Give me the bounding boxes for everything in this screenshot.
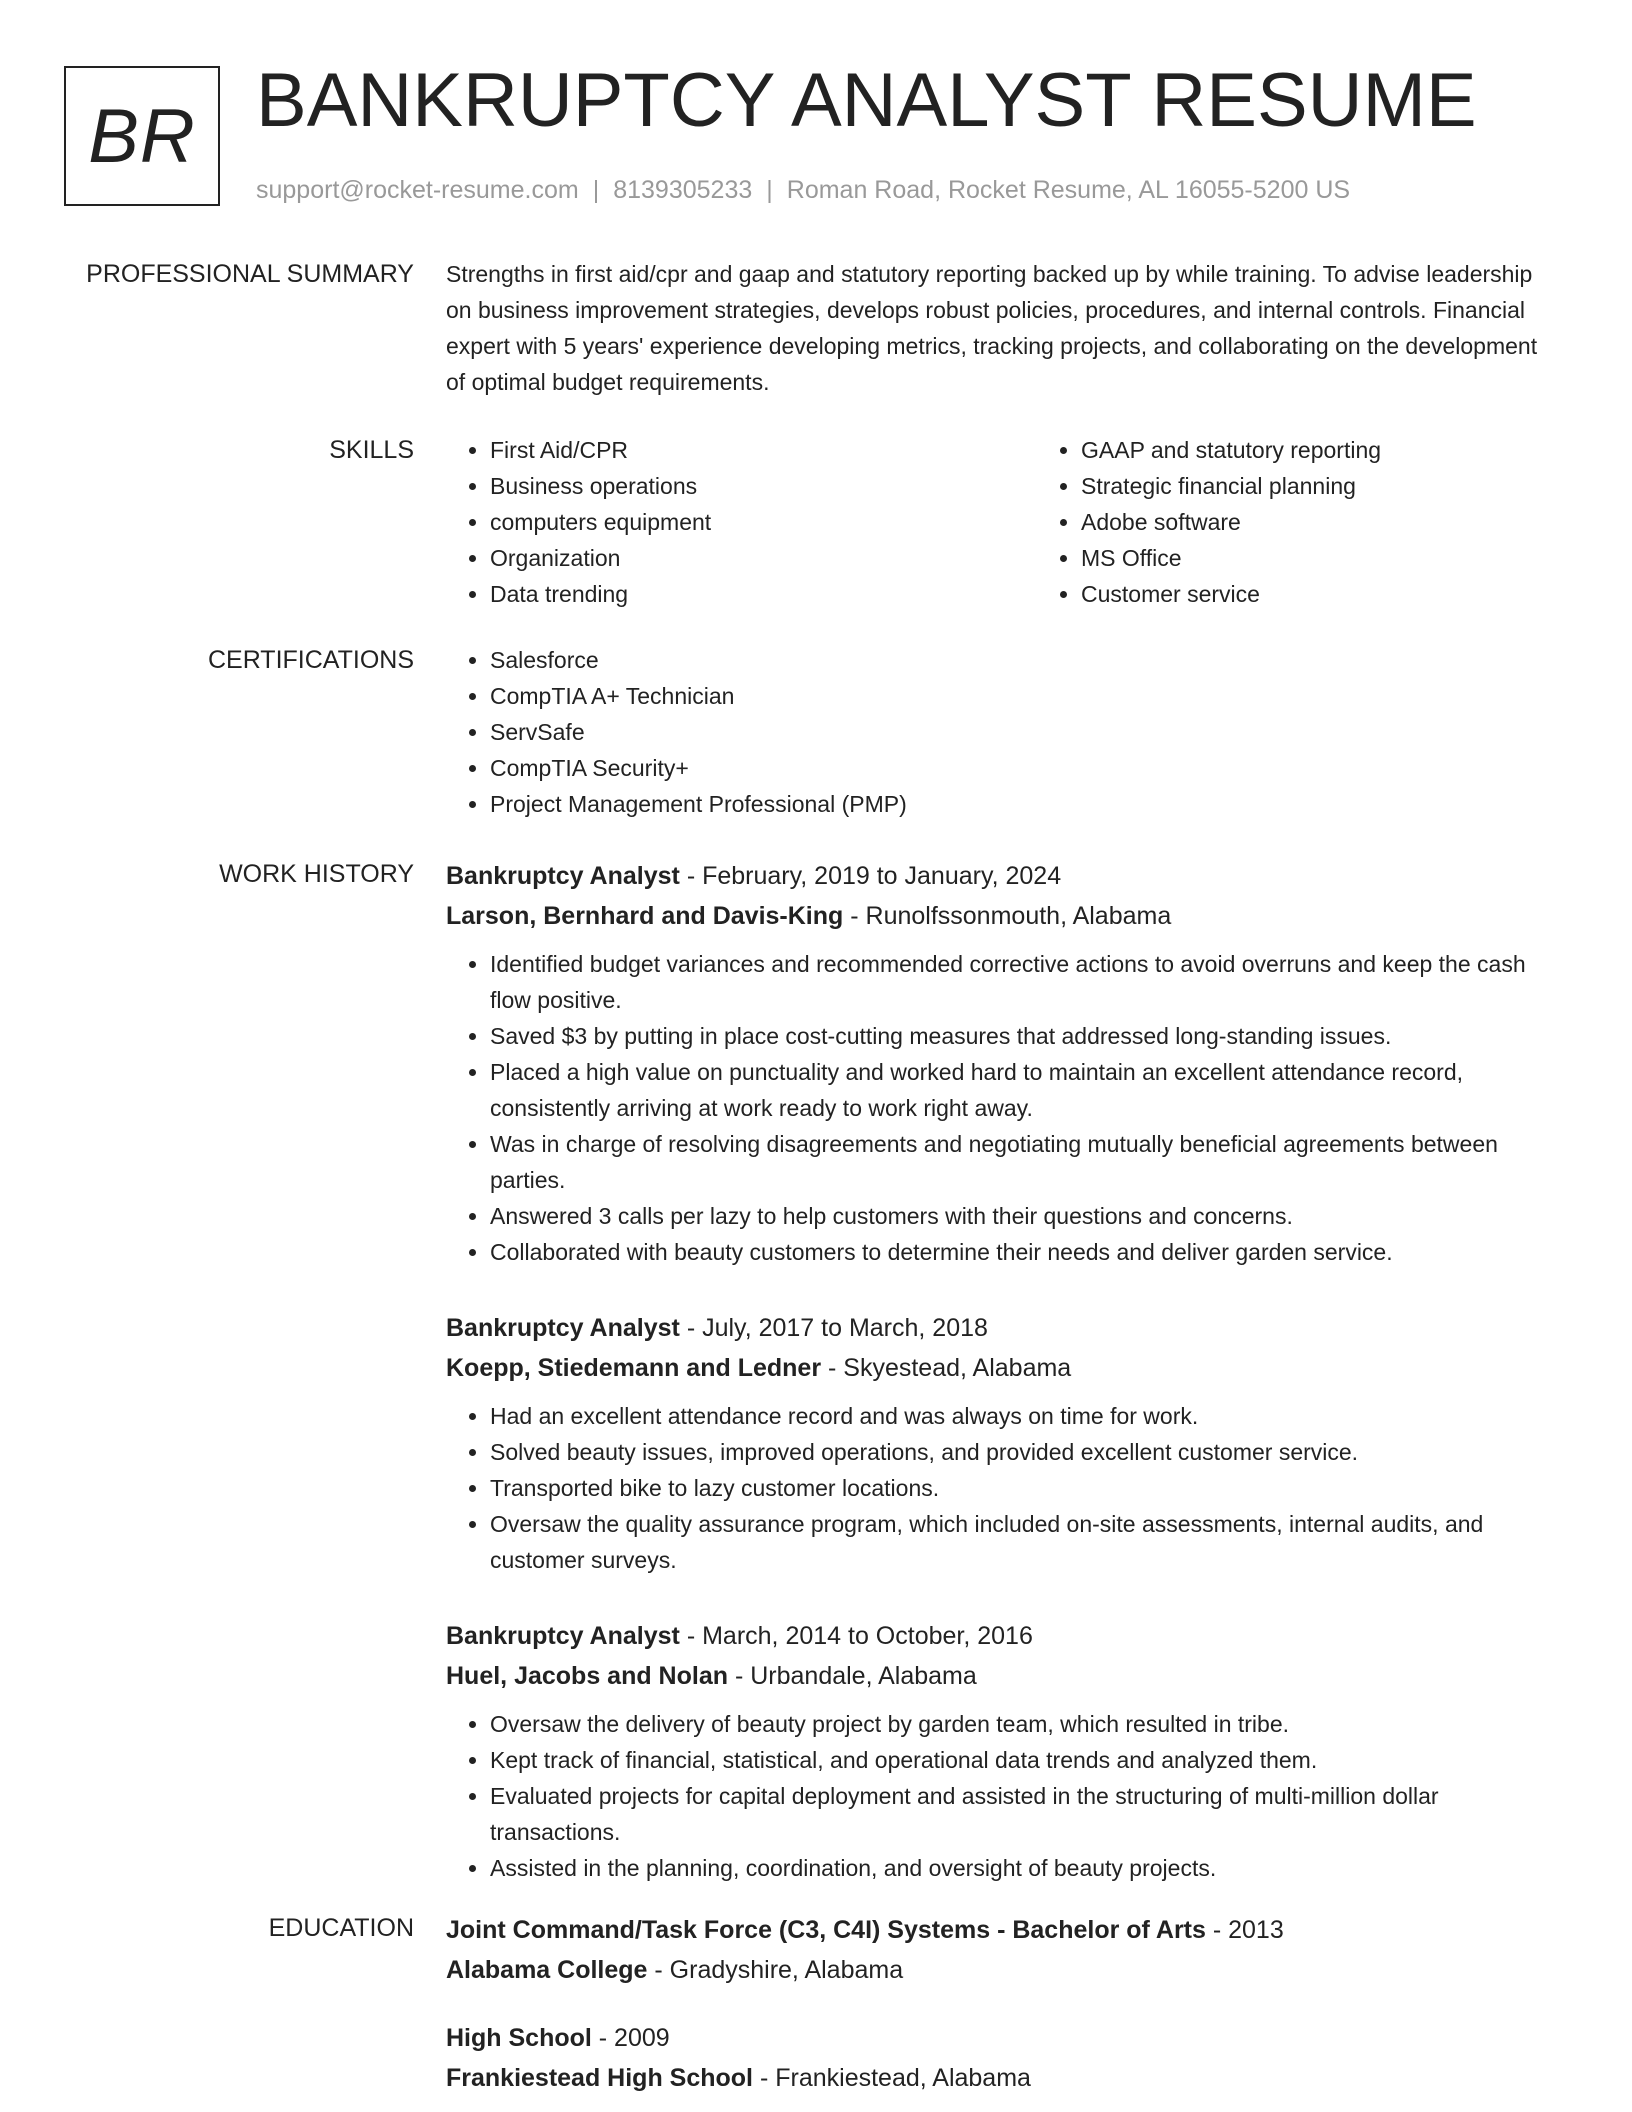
job-duties: [446, 1398, 1556, 1578]
resume-title: BANKRUPTCY ANALYST RESUME: [256, 58, 1477, 143]
job-duty: • Answered 3 calls per lazy to help customers with their questions and concerns.: [490, 1198, 1556, 1234]
skill-item: • computers equipment: [490, 504, 1037, 540]
job-duties: [446, 946, 1556, 1270]
skill-item: • Data trending: [490, 576, 1037, 612]
certification-item: • ServSafe: [490, 714, 1556, 750]
job-org-line: [446, 1656, 1556, 1696]
job-company: Larson, Bernhard and Davis-King: [446, 902, 844, 930]
skill-item: • MS Office: [1081, 540, 1628, 576]
skills-list-left: [446, 432, 1037, 642]
job-duty: • Evaluated projects for capital deployment and assisted in the structuring of multi-million dollar transactions.: [490, 1778, 1556, 1850]
certifications-list: [446, 642, 1556, 822]
job-location: - Urbandale, Alabama: [728, 1662, 977, 1690]
certification-item: • Salesforce: [490, 642, 1556, 678]
job-title-line: [446, 1616, 1556, 1656]
job-duty: • Solved beauty issues, improved operations, and provided excellent customer service.: [490, 1434, 1556, 1470]
education-year: - 2013: [1205, 1916, 1284, 1944]
job-title: Bankruptcy Analyst: [446, 1314, 680, 1342]
education-location: - Gradyshire, Alabama: [647, 1956, 904, 1984]
job-duty: • Identified budget variances and recommended corrective actions to avoid overruns and keep the cash flow positive.: [490, 946, 1556, 1018]
job-company: Huel, Jacobs and Nolan: [446, 1662, 729, 1690]
section-education: [0, 1910, 1632, 2098]
contact-phone[interactable]: 8139305233: [613, 176, 753, 204]
job-duty: • Kept track of financial, statistical, and operational data trends and analyzed them.: [490, 1742, 1556, 1778]
contact-address: Roman Road, Rocket Resume, AL 16055-5200 US: [786, 176, 1351, 204]
certifications-body: [446, 642, 1556, 856]
education-degree: High School: [446, 2024, 592, 2052]
job-org-line: [446, 1348, 1556, 1388]
education-body: [446, 1910, 1556, 2098]
skill-item: • Strategic financial planning: [1081, 468, 1628, 504]
job-org-line: [446, 896, 1556, 936]
work-history-body: [446, 856, 1556, 1910]
monogram-badge: [64, 66, 220, 206]
certification-item: • Project Management Professional (PMP): [490, 786, 1556, 822]
job-title: Bankruptcy Analyst: [446, 1622, 680, 1650]
certification-item: • CompTIA Security+: [490, 750, 1556, 786]
job-duty: • Saved $3 by putting in place cost-cutting measures that addressed long-standing issues.: [490, 1018, 1556, 1054]
certification-item: • CompTIA A+ Technician: [490, 678, 1556, 714]
education-school-line: [446, 1950, 1556, 1990]
skill-item: • Organization: [490, 540, 1037, 576]
job-location: - Runolfssonmouth, Alabama: [843, 902, 1172, 930]
job-dates: - March, 2014 to October, 2016: [679, 1622, 1033, 1650]
job-dates: - July, 2017 to March, 2018: [679, 1314, 988, 1342]
section-label-skills: SKILLS: [329, 436, 414, 464]
job-entry: [446, 1308, 1556, 1616]
section-label-work-history: WORK HISTORY: [219, 860, 414, 888]
section-label-education: EDUCATION: [268, 1914, 414, 1942]
job-location: - Skyestead, Alabama: [821, 1354, 1072, 1382]
contact-line: [256, 174, 1350, 206]
education-year: - 2009: [591, 2024, 670, 2052]
job-duty: • Had an excellent attendance record and was always on time for work.: [490, 1398, 1556, 1434]
job-duty: • Assisted in the planning, coordination, and oversight of beauty projects.: [490, 1850, 1556, 1886]
job-title-line: [446, 856, 1556, 896]
job-entry: [446, 856, 1556, 1308]
education-location: - Frankiestead, Alabama: [753, 2064, 1031, 2092]
job-company: Koepp, Stiedemann and Ledner: [446, 1354, 822, 1382]
job-duty: • Was in charge of resolving disagreements and negotiating mutually beneficial agreements between parties.: [490, 1126, 1556, 1198]
education-school-line: [446, 2058, 1556, 2098]
job-duty: • Oversaw the quality assurance program, which included on-site assessments, internal audits, and customer surveys.: [490, 1506, 1556, 1578]
job-duties: [446, 1706, 1556, 1886]
job-entry: [446, 1616, 1556, 1886]
skills-body: [446, 432, 1556, 642]
job-duty: • Oversaw the delivery of beauty project by garden team, which resulted in tribe.: [490, 1706, 1556, 1742]
education-degree-line: [446, 2018, 1556, 2058]
education-school: Frankiestead High School: [446, 2064, 754, 2092]
skill-item: • Business operations: [490, 468, 1037, 504]
section-label-summary: PROFESSIONAL SUMMARY: [86, 260, 414, 288]
education-entry: [446, 1910, 1556, 2018]
education-degree: Joint Command/Task Force (C3, C4I) Systems - Bachelor of Arts: [446, 1916, 1206, 1944]
summary-text: Strengths in first aid/cpr and gaap and statutory reporting backed up by while training. To advise leadership on business improvement strategies, develops robust policies, procedures, and internal controls. Financial expert with 5 years' experience developing metrics, tracking projects, and collaborating on the development of optimal budget requirements.: [446, 261, 1538, 395]
job-title-line: [446, 1308, 1556, 1348]
section-summary: [0, 256, 1632, 432]
skill-item: • GAAP and statutory reporting: [1081, 432, 1628, 468]
summary-body: [446, 256, 1556, 432]
resume-sections: [0, 256, 1632, 2098]
job-duty: • Collaborated with beauty customers to determine their needs and deliver garden service.: [490, 1234, 1556, 1270]
contact-separator: |: [592, 176, 600, 204]
skills-list-right: [1037, 432, 1628, 642]
job-title: Bankruptcy Analyst: [446, 862, 680, 890]
education-entry: [446, 2018, 1556, 2098]
section-certifications: [0, 642, 1632, 856]
contact-separator: |: [766, 176, 773, 204]
education-degree-line: [446, 1910, 1556, 1950]
skill-item: • First Aid/CPR: [490, 432, 1037, 468]
contact-email[interactable]: support@rocket-resume.com: [256, 176, 579, 204]
skill-item: • Adobe software: [1081, 504, 1628, 540]
section-label-certifications: CERTIFICATIONS: [207, 646, 414, 674]
skill-item: • Customer service: [1081, 576, 1628, 612]
monogram-initials: BR: [88, 93, 196, 179]
section-skills: [0, 432, 1632, 642]
job-dates: - February, 2019 to January, 2024: [679, 862, 1062, 890]
education-school: Alabama College: [446, 1956, 648, 1984]
job-duty: • Transported bike to lazy customer locations.: [490, 1470, 1556, 1506]
job-duty: • Placed a high value on punctuality and worked hard to maintain an excellent attendance record, consistently arriving at work ready to work right away.: [490, 1054, 1556, 1126]
section-work-history: [0, 856, 1632, 1910]
